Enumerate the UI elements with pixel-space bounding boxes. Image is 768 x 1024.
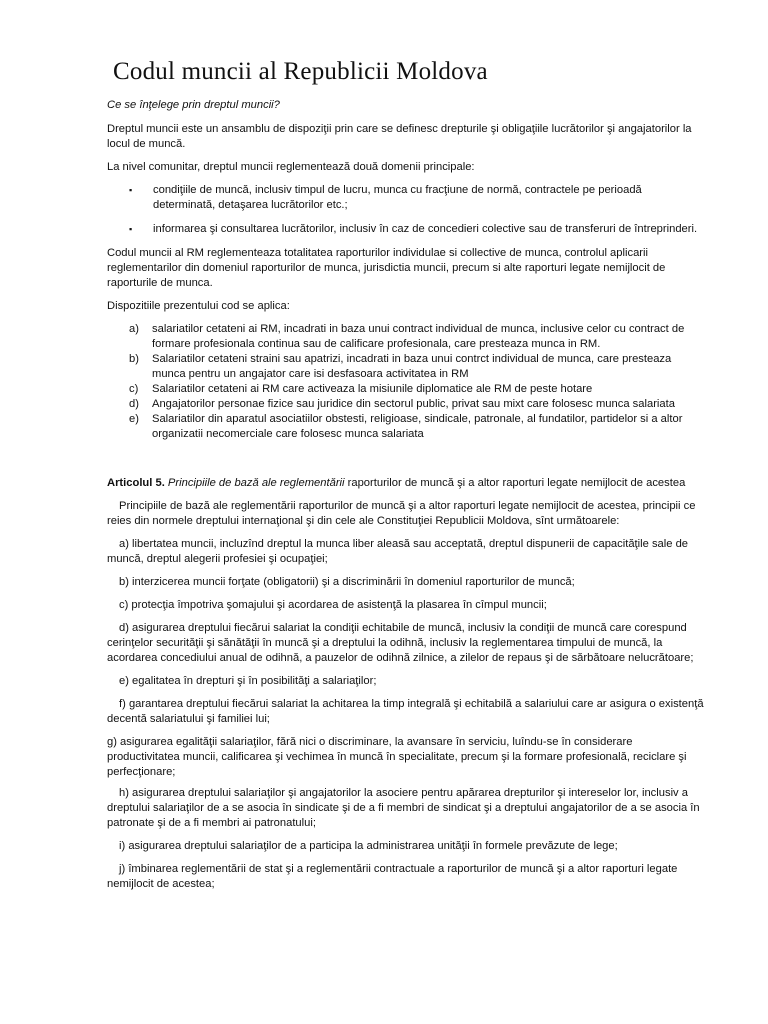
list-item-text: Salariatilor din aparatul asociatiilor obstesti, religioase, sindicale, patronale, al fundatilor, partidelor si a altor organizatii necomerciale care folosesc munca salariata xyxy=(152,413,683,440)
principle-item: b) interzicerea muncii forţate (obligatorii) şi a discriminării în domeniul raporturilor de muncă; xyxy=(119,576,575,588)
list-item-label: d) xyxy=(129,398,139,410)
page-title: Codul muncii al Republicii Moldova xyxy=(113,58,488,85)
paragraph-scope: Codul muncii al RM reglementeaza totalitatea raporturilor individulae si collective de munca, controlul aplicarii reglementarilor din domeniul raporturilor de munca, jurisdictia muncii, precum si alte raporturi legate nemijlocit de raporturile de munca. xyxy=(107,247,666,289)
square-bullet-icon: ▪ xyxy=(129,185,133,195)
list-item xyxy=(107,222,706,237)
principle-item: i) asigurarea dreptului salariaţilor de a participa la administrarea unităţii în formele prevăzute de lege; xyxy=(119,840,618,852)
principle-item: h) asigurarea dreptului salariaţilor şi angajatorilor la asociere pentru apărarea drepturilor şi intereselor lor, inclusiv a dreptului salariaţilor de a se asocia în sindicate şi de a fi membri de sindicat şi a dreptului angajatorilor de a se asocia în patronate şi de a fi membri ai patronatului; xyxy=(107,787,700,829)
list-item xyxy=(107,412,706,442)
paragraph-definition: Dreptul muncii este un ansamblu de dispoziţii prin care se definesc drepturile şi obligaţiile lucrătorilor şi angajatorilor la locul de muncă. xyxy=(107,123,692,150)
principle-item: d) asigurarea dreptului fiecărui salariat la condiţii echitabile de muncă, inclusiv la condiţii de muncă care corespund cerinţelor securităţii şi sănătăţii în muncă şi a dreptului la odihnă, inclusiv la reglementarea timpului de muncă, la acordarea concediului anual de odihnă, a pauzelor de odihnă zilnice, a zilelor de repaus şi de sărbătoare nelucrătoare; xyxy=(107,622,694,664)
domains-list xyxy=(107,183,706,237)
article-title-rest: raporturilor de muncă şi a altor raporturi legate nemijlocit de acestea xyxy=(344,477,686,489)
square-bullet-icon: ▪ xyxy=(129,224,133,234)
list-item-text: Angajatorilor personae fizice sau juridice din sectorul public, privat sau mixt care folosesc munca salariata xyxy=(152,398,675,410)
list-item-label: a) xyxy=(129,323,139,335)
article-heading xyxy=(107,476,706,491)
principles-intro: Principiile de bază ale reglementării raporturilor de muncă şi a altor raporturi legate nemijlocit de acestea, principii ce reies din normele dreptului internaţional şi din cele ale Constituţiei Republicii Moldova, sînt următoarele: xyxy=(107,500,696,527)
list-item-text: informarea şi consultarea lucrătorilor, inclusiv în caz de concedieri colective sau de transferuri de întreprinderi. xyxy=(153,223,698,235)
list-item xyxy=(107,183,706,213)
paragraph-domains-intro: La nivel comunitar, dreptul muncii reglementează două domenii principale: xyxy=(107,161,475,173)
list-item xyxy=(107,382,706,397)
list-item-text: condiţiile de muncă, inclusiv timpul de lucru, munca cu fracţiune de normă, contractele pe perioadă determinată, detaşarea lucrătorilor etc.; xyxy=(153,184,642,211)
principle-item: j) îmbinarea reglementării de stat şi a reglementării contractuale a raporturilor de muncă şi a altor raporturi legate nemijlocit de acestea; xyxy=(107,863,678,890)
list-item-text: Salariatilor cetateni ai RM care activeaza la misiunile diplomatice ale RM de peste hotare xyxy=(152,383,593,395)
principle-item: g) asigurarea egalităţii salariaţilor, fără nici o discriminare, la avansare în serviciu, luîndu-se în considerare productivitatea muncii, calificarea şi vechimea în muncă în specialitate, precum şi la formare profesională, reciclare şi perfecţionare; xyxy=(107,736,687,778)
list-item-label: e) xyxy=(129,413,139,425)
principle-item: f) garantarea dreptului fiecărui salariat la achitarea la timp integrală şi echitabilă a salariului care ar asigura o existenţă decentă salariatului şi familiei lui; xyxy=(107,698,704,725)
list-item xyxy=(107,397,706,412)
principle-item: a) libertatea muncii, incluzînd dreptul la munca liber aleasă sau acceptată, dreptul dispunerii de capacităţile sale de muncă, dreptul alegerii profesiei şi ocupaţiei; xyxy=(107,538,689,565)
list-item-text: Salariatilor cetateni straini sau apatrizi, incadrati in baza unui contrct individual de munca, care presteaza munca pentru un angajator care isi desfasoara activitatea in RM xyxy=(152,353,672,380)
paragraph-application-intro: Dispozitiile prezentului cod se aplica: xyxy=(107,300,290,312)
article-title-italic: Principiile de bază ale reglementării xyxy=(167,477,345,489)
principle-item: c) protecţia împotriva şomajului şi acordarea de asistenţă la plasarea în cîmpul muncii; xyxy=(119,599,547,611)
list-item-label: c) xyxy=(129,383,139,395)
article-number: Articolul 5. xyxy=(107,477,165,489)
list-item-label: b) xyxy=(129,353,139,365)
list-item-text: salariatilor cetateni ai RM, incadrati in baza unui contract individual de munca, inclusive celor cu contract de formare profesionala continua sau de calificare profesionala, care presteaza munca in RM. xyxy=(152,323,685,350)
application-list xyxy=(107,322,706,442)
list-item xyxy=(107,322,706,352)
list-item xyxy=(107,352,706,382)
section-spacer xyxy=(107,442,706,476)
principle-item: e) egalitatea în drepturi şi în posibilităţi a salariaţilor; xyxy=(119,675,377,687)
question-heading: Ce se înţelege prin dreptul muncii? xyxy=(107,99,280,111)
